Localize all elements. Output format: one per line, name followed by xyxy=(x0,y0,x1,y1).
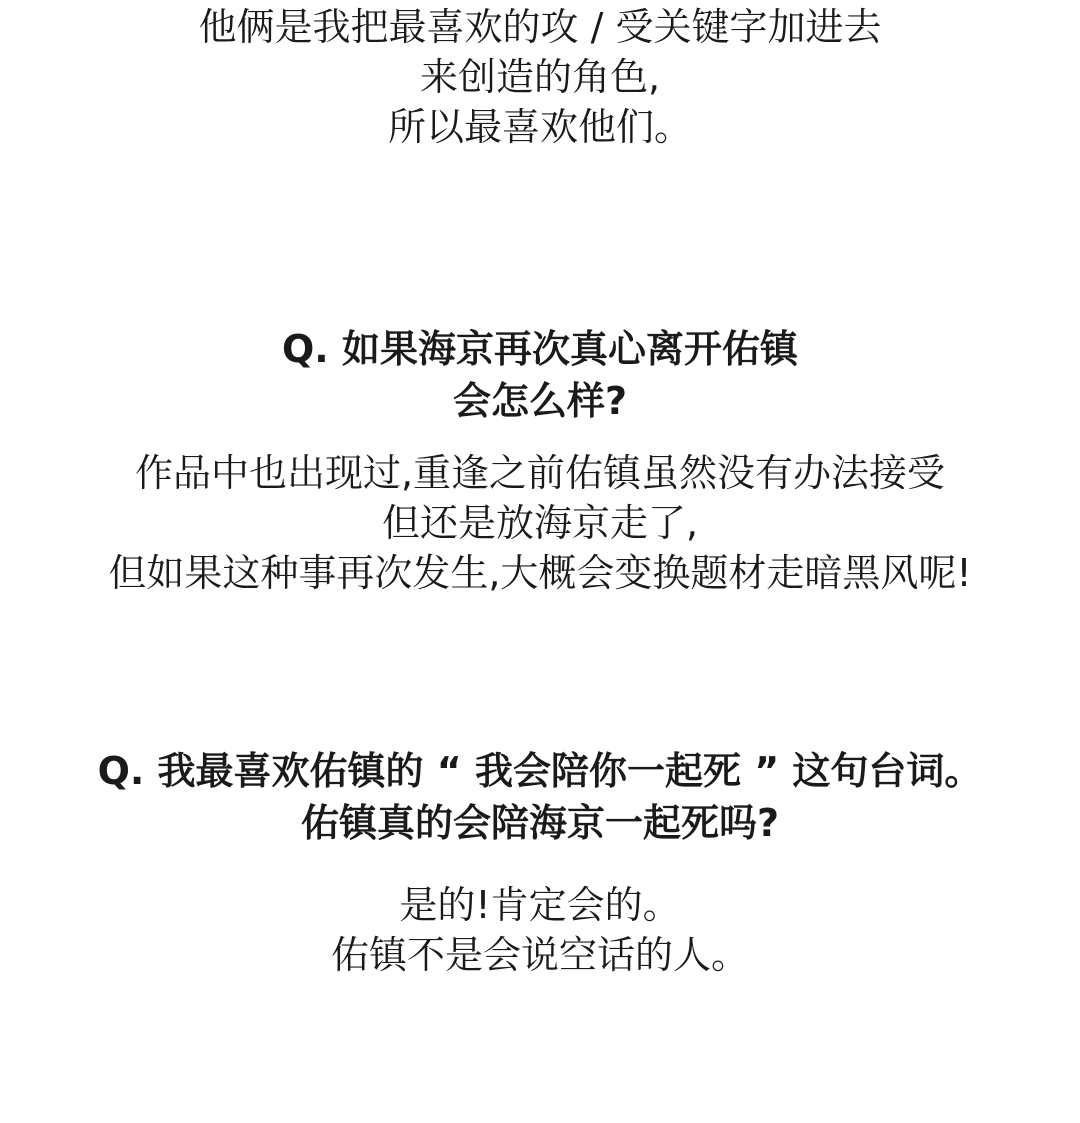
question-1 xyxy=(0,323,1080,427)
intro-line: 他俩是我把最喜欢的攻 / 受关键字加进去 xyxy=(198,5,882,49)
question-line: 佑镇真的会陪海京一起死吗? xyxy=(300,801,780,845)
question-line: Q. 我最喜欢佑镇的 “ 我会陪你一起死 ” 这句台词。 xyxy=(97,749,983,793)
answer-1 xyxy=(0,448,1080,598)
answer-line: 佑镇不是会说空话的人。 xyxy=(330,933,749,977)
question-line: 会怎么样? xyxy=(452,379,628,423)
answer-line: 是的!肯定会的。 xyxy=(399,883,681,927)
question-2 xyxy=(0,745,1080,849)
intro-line: 来创造的角色, xyxy=(419,55,661,99)
intro-line: 所以最喜欢他们。 xyxy=(387,105,692,149)
answer-line: 作品中也出现过,重逢之前佑镇虽然没有办法接受 xyxy=(134,451,946,495)
intro-text xyxy=(0,2,1080,152)
question-line: Q. 如果海京再次真心离开佑镇 xyxy=(282,327,798,371)
answer-line: 但如果这种事再次发生,大概会变换题材走暗黑风呢! xyxy=(108,551,972,595)
answer-2 xyxy=(0,880,1080,980)
answer-line: 但还是放海京走了, xyxy=(381,501,699,545)
